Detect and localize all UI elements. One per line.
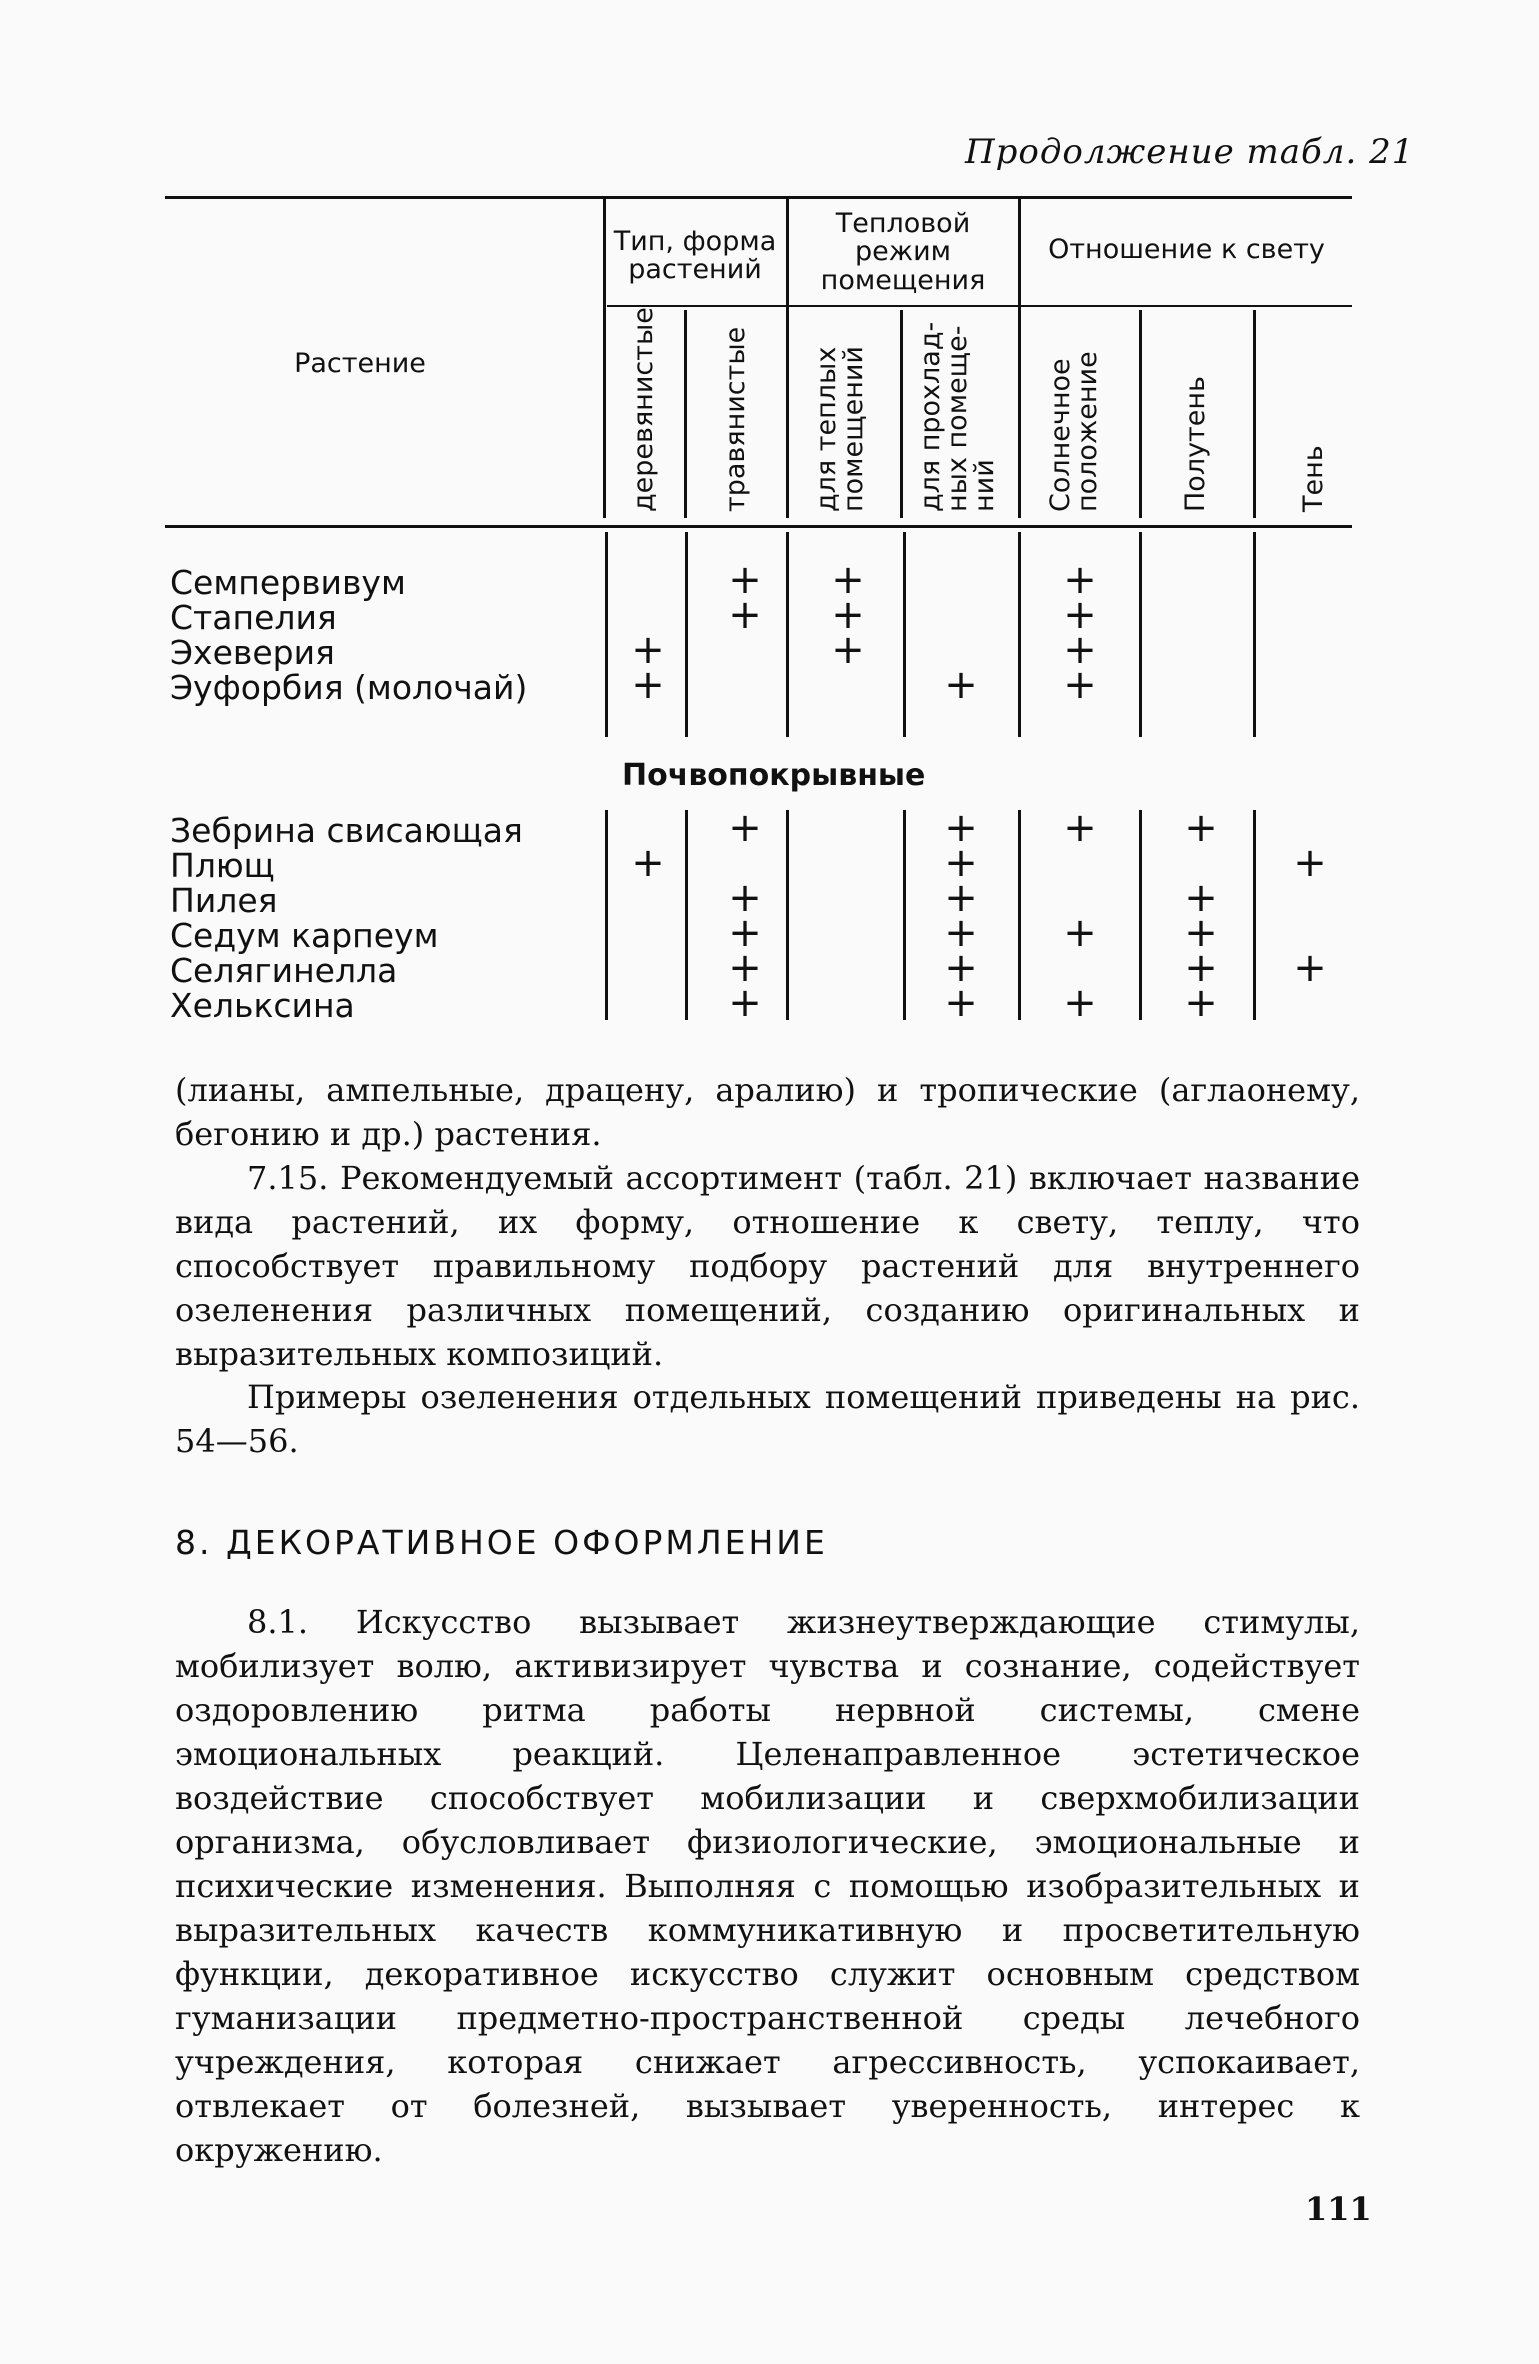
plus-mark: + — [1063, 910, 1097, 956]
body-divider — [1018, 810, 1021, 1020]
body-divider — [1253, 810, 1256, 1020]
plus-mark: + — [1063, 805, 1097, 851]
plus-mark: + — [831, 557, 865, 603]
plus-mark: + — [944, 910, 978, 956]
paragraph: 7.15. Рекомендуемый ассортимент (табл. 21) включает название вида растений, их форму, отношение к свету, теплу, что способствует правильному подбору растений для внутреннего озеленения различных помещений, созданию оригинальных и выразительных композиций. — [175, 1159, 1360, 1373]
body-divider — [685, 810, 688, 1020]
body-divider — [685, 532, 688, 737]
plant-name: Стапелия — [170, 598, 337, 637]
plant-name: Седум карпеум — [170, 916, 439, 955]
paragraph: Примеры озеленения отдельных помещений приведены на рис. 54—56. — [175, 1378, 1360, 1460]
plant-name: Хелькcина — [170, 986, 355, 1025]
plus-mark: + — [944, 805, 978, 851]
plus-mark: + — [944, 980, 978, 1026]
column-header-warm-rooms: для теплых помещений — [811, 346, 869, 512]
column-header-sunny: Солнечное положение — [1045, 351, 1103, 512]
body-divider — [1139, 810, 1142, 1020]
plus-mark: + — [1293, 945, 1327, 991]
plant-table — [0, 0, 1539, 1060]
plus-mark: + — [944, 662, 978, 708]
plus-mark: + — [1293, 840, 1327, 886]
plus-mark: + — [1184, 875, 1218, 921]
plant-name: Пилея — [170, 881, 278, 920]
plus-mark: + — [1063, 662, 1097, 708]
plus-mark: + — [728, 980, 762, 1026]
body-divider — [786, 532, 789, 737]
paragraph: 8.1. Искусство вызывает жизнеутверждающие стимулы, мобилизует волю, активизирует чувства и сознание, содействует оздоровлению ритма работы нервной системы, смене эмоциональных реакций. Целенаправленное эстетическое воздействие способствует мобилизации и сверхмобилизации организма, обусловливает физиологические, эмоциональные и психические изменения. Выполняя с помощью изобразительных и выразительных качеств коммуникативную и просветительную функции, декоративное искусство служит основным средством гуманизации предметно-пространственной среды лечебного учреждения, которая снижает агрессивность, успокаивает, отвлекает от болезней, вызывает уверенность, интерес к окружению. — [175, 1603, 1360, 2169]
table-header-subrule — [607, 305, 1352, 307]
section-title-groundcover: Почвопокрывные — [622, 758, 926, 793]
header-divider — [900, 310, 903, 518]
plus-mark: + — [944, 945, 978, 991]
plant-name: Зебрина свисающая — [170, 811, 523, 850]
plus-mark: + — [728, 805, 762, 851]
plus-mark: + — [1184, 805, 1218, 851]
column-header-shade: Тень — [1298, 445, 1329, 512]
plant-name: Селягинелла — [170, 951, 398, 990]
column-header-cool-rooms: для прохлад- ных помеще- ний — [915, 321, 1000, 512]
plus-mark: + — [1063, 592, 1097, 638]
body-divider — [1253, 532, 1256, 737]
section-heading: 8. ДЕКОРАТИВНОЕ ОФОРМЛЕНИЕ — [175, 1523, 828, 1562]
body-divider — [786, 810, 789, 1020]
table-top-rule — [165, 196, 1352, 199]
header-divider — [1139, 310, 1142, 518]
plus-mark: + — [631, 840, 665, 886]
plus-mark: + — [1063, 557, 1097, 603]
body-divider — [903, 532, 906, 737]
column-group-thermal: Тепловой режим помещения — [820, 208, 986, 296]
plant-name: Эуфорбия (молочай) — [170, 668, 528, 707]
column-header-plant: Растение — [294, 348, 426, 379]
plant-name: Семпервивум — [170, 563, 406, 602]
column-header-halfshade: Полутень — [1180, 376, 1211, 512]
plant-name: Эхеверия — [170, 633, 335, 672]
plus-mark: + — [944, 840, 978, 886]
body-divider — [1139, 532, 1142, 737]
plus-mark: + — [631, 627, 665, 673]
plus-mark: + — [831, 627, 865, 673]
plus-mark: + — [728, 875, 762, 921]
plus-mark: + — [1184, 980, 1218, 1026]
body-divider — [605, 532, 608, 737]
table-header-bottom-rule — [165, 525, 1352, 528]
plus-mark: + — [1184, 910, 1218, 956]
column-header-woody: деревянистые — [628, 307, 659, 512]
body-divider — [605, 810, 608, 1020]
plus-mark: + — [831, 592, 865, 638]
column-group-light: Отношение к свету — [1048, 234, 1325, 265]
plus-mark: + — [728, 592, 762, 638]
plus-mark: + — [728, 910, 762, 956]
plant-name: Плющ — [170, 846, 275, 885]
column-group-type: Тип, форма растений — [613, 226, 777, 286]
table-continuation-caption: Продолжение табл. 21 — [965, 132, 1415, 172]
header-divider — [1253, 310, 1256, 518]
paragraph: (лианы, ампельные, драцену, аралию) и тропические (аглаонему, бегонию и др.) растения. — [175, 1071, 1360, 1153]
plus-mark: + — [728, 945, 762, 991]
body-divider — [1018, 532, 1021, 737]
plus-mark: + — [1184, 945, 1218, 991]
plus-mark: + — [728, 557, 762, 603]
plus-mark: + — [631, 662, 665, 708]
column-header-herbaceous: травянистые — [720, 326, 751, 512]
header-divider — [684, 310, 687, 518]
plus-mark: + — [944, 875, 978, 921]
plus-mark: + — [1063, 980, 1097, 1026]
page-number: 111 — [1305, 2190, 1372, 2228]
body-divider — [903, 810, 906, 1020]
plus-mark: + — [1063, 627, 1097, 673]
